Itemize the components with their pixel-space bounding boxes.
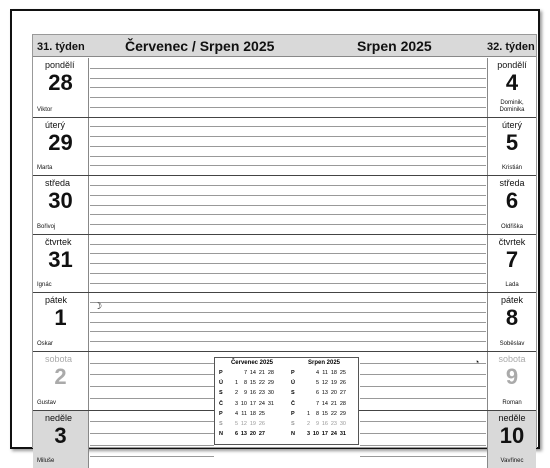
writing-line[interactable] bbox=[90, 205, 486, 206]
day-cell-left[interactable] bbox=[33, 58, 89, 117]
weekday-letter: S bbox=[219, 390, 223, 397]
mini-calendar-row bbox=[219, 429, 285, 439]
mini-calendar-date bbox=[229, 368, 238, 378]
mini-calendar-date: 11 bbox=[322, 370, 328, 376]
name-day: Dominik, Dominika bbox=[499, 99, 525, 113]
day-cell-left[interactable] bbox=[33, 352, 89, 410]
writing-line[interactable] bbox=[90, 165, 486, 166]
weekday-name: úterý bbox=[45, 119, 66, 130]
mini-calendar-date: 10 bbox=[240, 400, 247, 407]
mini-calendar-date: 5 bbox=[234, 420, 238, 427]
mini-calendar-date: 4 bbox=[234, 410, 238, 417]
mini-calendar-date: 26 bbox=[258, 420, 265, 427]
mini-calendar-date: 2 bbox=[306, 420, 310, 427]
weekday-letter: Ú bbox=[219, 380, 223, 387]
writing-line[interactable] bbox=[90, 107, 486, 108]
writing-line[interactable] bbox=[360, 421, 486, 422]
name-day: Kristián bbox=[501, 165, 522, 172]
mini-calendar-date: 15 bbox=[321, 410, 328, 417]
day-cell-left[interactable] bbox=[33, 235, 89, 293]
mini-calendar-date: 29 bbox=[267, 380, 274, 387]
day-number: 7 bbox=[505, 246, 519, 272]
mini-calendar-date: 23 bbox=[258, 390, 265, 397]
mini-calendar-date: 7 bbox=[243, 370, 247, 376]
name-day: Gustav bbox=[37, 399, 57, 406]
writing-line[interactable] bbox=[360, 456, 486, 457]
weekday-name: pátek bbox=[500, 295, 524, 306]
writing-line[interactable] bbox=[90, 273, 486, 274]
writing-line[interactable] bbox=[90, 87, 486, 88]
mini-calendar-date: 22 bbox=[330, 410, 337, 417]
mini-calendars bbox=[214, 357, 359, 445]
mini-calendar-row bbox=[291, 378, 357, 388]
mini-calendar-date: 29 bbox=[339, 410, 346, 417]
weekday-name: čtvrtek bbox=[45, 236, 72, 247]
mini-calendar-date: 31 bbox=[267, 400, 274, 407]
mini-calendar-date: 1 bbox=[234, 380, 238, 387]
mini-calendar-date bbox=[301, 368, 310, 378]
day-number: 4 bbox=[505, 70, 519, 95]
writing-line[interactable] bbox=[90, 433, 214, 434]
mini-calendar-date: 8 bbox=[315, 410, 319, 417]
mini-calendar-date: 30 bbox=[267, 390, 274, 397]
day-separator bbox=[33, 175, 536, 176]
weekday-name: neděle bbox=[498, 412, 526, 423]
writing-line[interactable] bbox=[90, 341, 486, 342]
name-day: Viktor bbox=[37, 106, 53, 113]
mini-calendar-date: 21 bbox=[330, 400, 337, 407]
writing-line[interactable] bbox=[90, 302, 486, 303]
mini-calendar-date: 9 bbox=[315, 420, 319, 427]
mini-calendar-date: 18 bbox=[330, 370, 337, 376]
name-day: Roman bbox=[502, 399, 522, 406]
day-cell-left[interactable] bbox=[33, 411, 89, 468]
day-cell-left[interactable] bbox=[33, 293, 89, 351]
mini-calendar-date bbox=[265, 429, 274, 439]
weekday-letter: Č bbox=[291, 400, 295, 407]
weekday-name: středa bbox=[45, 178, 71, 189]
writing-line[interactable] bbox=[90, 386, 214, 387]
writing-line[interactable] bbox=[360, 398, 486, 399]
day-number: 2 bbox=[54, 364, 67, 389]
day-number: 9 bbox=[505, 364, 519, 389]
writing-line[interactable] bbox=[90, 421, 214, 422]
mini-calendar-date: 13 bbox=[321, 390, 328, 397]
weekday-name: pondělí bbox=[45, 60, 75, 70]
mini-calendar-date: 17 bbox=[249, 400, 256, 407]
day-number: 30 bbox=[48, 188, 73, 214]
first-quarter-moon-icon: ☽ bbox=[94, 301, 103, 311]
mini-calendar-date: 17 bbox=[321, 431, 328, 438]
writing-line[interactable] bbox=[90, 97, 486, 98]
day-cell-right[interactable] bbox=[487, 411, 536, 468]
weekday-letter: S bbox=[291, 420, 295, 427]
day-number: 3 bbox=[54, 422, 67, 448]
writing-line[interactable] bbox=[90, 331, 486, 332]
mini-calendar-title: Červenec 2025 bbox=[230, 360, 274, 366]
mini-calendar-row bbox=[219, 368, 285, 378]
writing-line[interactable] bbox=[90, 244, 486, 245]
day-cell-right[interactable] bbox=[487, 293, 536, 351]
weekday-letter: S bbox=[219, 420, 223, 427]
mini-calendar-date: 20 bbox=[249, 431, 256, 438]
mini-calendar-date bbox=[301, 388, 310, 398]
mini-calendar-date: 16 bbox=[249, 390, 256, 397]
mini-calendar-date: 16 bbox=[321, 420, 328, 427]
mini-calendar-date bbox=[301, 399, 310, 409]
mini-calendar-date: 2 bbox=[234, 390, 238, 397]
weekday-name: sobota bbox=[45, 354, 73, 364]
mini-calendar-date: 6 bbox=[315, 390, 319, 397]
week-number-right: 32. týden bbox=[487, 41, 535, 53]
day-number: 31 bbox=[48, 246, 73, 272]
mini-calendar-row bbox=[291, 429, 357, 439]
name-day: Vavřinec bbox=[500, 458, 524, 465]
day-number: 29 bbox=[48, 129, 73, 155]
day-number: 28 bbox=[48, 70, 73, 95]
writing-line[interactable] bbox=[90, 146, 486, 147]
day-cell-right[interactable] bbox=[487, 352, 536, 410]
weekday-name: úterý bbox=[501, 119, 522, 130]
writing-line[interactable] bbox=[90, 398, 214, 399]
day-separator bbox=[33, 234, 536, 235]
mini-calendar-row bbox=[219, 399, 285, 409]
mini-calendar-date: 9 bbox=[243, 390, 247, 397]
weekday-name: pondělí bbox=[497, 60, 527, 70]
day-cell-right[interactable] bbox=[487, 176, 536, 234]
writing-line[interactable] bbox=[90, 195, 486, 196]
mini-calendar-date: 22 bbox=[258, 380, 265, 387]
mini-calendar-row bbox=[291, 419, 357, 429]
writing-line[interactable] bbox=[90, 253, 486, 254]
name-day: Lada bbox=[505, 282, 519, 289]
writing-line[interactable] bbox=[90, 136, 486, 137]
weekday-name: čtvrtek bbox=[498, 236, 526, 247]
day-number: 5 bbox=[505, 129, 519, 155]
writing-line[interactable] bbox=[360, 445, 486, 446]
day-cell-left[interactable] bbox=[33, 118, 89, 176]
mini-calendar-row bbox=[291, 399, 357, 409]
mini-calendar-date: 8 bbox=[243, 380, 247, 387]
mini-calendar-date: 7 bbox=[315, 400, 319, 407]
mini-calendar-date: 26 bbox=[339, 380, 346, 387]
name-day: Miluše bbox=[37, 458, 55, 465]
mini-calendar-row bbox=[291, 388, 357, 398]
mini-calendar-date bbox=[265, 409, 274, 419]
mini-calendar-title: Srpen 2025 bbox=[307, 360, 341, 366]
weekday-letter: P bbox=[291, 370, 295, 376]
mini-calendar-date: 5 bbox=[315, 380, 319, 387]
mini-calendar-date: 13 bbox=[240, 431, 247, 438]
weekday-letter: Ú bbox=[291, 380, 295, 387]
mini-calendar-date: 27 bbox=[339, 390, 346, 397]
day-cell-right[interactable] bbox=[487, 118, 536, 176]
mini-calendar-row bbox=[219, 388, 285, 398]
writing-line[interactable] bbox=[90, 263, 486, 264]
writing-line[interactable] bbox=[360, 433, 486, 434]
mini-calendar-date: 19 bbox=[330, 380, 337, 387]
mini-calendar-date: 12 bbox=[321, 380, 328, 387]
writing-line[interactable] bbox=[90, 214, 486, 215]
mini-calendar-date: 28 bbox=[267, 370, 274, 376]
mini-calendar-date: 15 bbox=[249, 380, 256, 387]
mini-calendar-date: 25 bbox=[258, 410, 265, 417]
mini-calendar-date: 23 bbox=[330, 420, 337, 427]
mini-calendar-date bbox=[301, 378, 310, 388]
day-number: 1 bbox=[54, 305, 67, 331]
writing-line[interactable] bbox=[360, 374, 486, 375]
mini-calendar-date: 20 bbox=[330, 390, 337, 397]
mini-calendar bbox=[219, 360, 285, 439]
mini-calendar-date: 30 bbox=[339, 420, 346, 427]
writing-line[interactable] bbox=[90, 126, 486, 127]
planner-page bbox=[10, 9, 540, 465]
mini-calendar-row bbox=[291, 409, 357, 419]
writing-line[interactable] bbox=[360, 363, 486, 364]
mini-calendar-date: 10 bbox=[312, 431, 319, 438]
mini-calendar-date: 14 bbox=[249, 370, 256, 376]
writing-line[interactable] bbox=[90, 283, 486, 284]
writing-line[interactable] bbox=[90, 322, 486, 323]
mini-calendar-date: 31 bbox=[339, 431, 346, 438]
mini-calendar-date: 18 bbox=[249, 410, 256, 417]
writing-line[interactable] bbox=[90, 456, 214, 457]
mini-calendar-date: 12 bbox=[240, 420, 247, 427]
mini-calendar-date: 27 bbox=[258, 431, 265, 438]
writing-line[interactable] bbox=[90, 185, 486, 186]
weekday-name: středa bbox=[499, 178, 525, 189]
weekday-letter: N bbox=[219, 431, 223, 438]
writing-line[interactable] bbox=[360, 386, 486, 387]
mini-calendar-date: 25 bbox=[339, 370, 346, 376]
day-number: 8 bbox=[505, 305, 519, 331]
mini-calendar-date: 6 bbox=[234, 431, 238, 438]
weekday-name: neděle bbox=[45, 412, 73, 423]
day-separator bbox=[33, 292, 536, 293]
name-day: Oskar bbox=[37, 340, 54, 347]
mini-calendar-row bbox=[219, 378, 285, 388]
mini-calendar-date: 4 bbox=[315, 370, 319, 376]
day-cell-right[interactable] bbox=[487, 58, 536, 117]
writing-line[interactable] bbox=[90, 363, 214, 364]
name-day: Ignác bbox=[37, 282, 52, 289]
day-number: 10 bbox=[499, 422, 525, 448]
day-cell-left[interactable] bbox=[33, 176, 89, 234]
mini-calendar-date: 14 bbox=[321, 400, 328, 407]
weekday-letter: N bbox=[291, 431, 295, 438]
mini-calendar-date: 24 bbox=[258, 400, 265, 407]
mini-calendar-date: 28 bbox=[339, 400, 346, 407]
mini-calendar-date: 3 bbox=[306, 431, 310, 438]
mini-calendar-date bbox=[265, 419, 274, 429]
mini-calendar-date: 19 bbox=[249, 420, 256, 427]
month-title-left: Červenec / Srpen 2025 bbox=[125, 38, 275, 54]
week-number-left: 31. týden bbox=[37, 41, 85, 53]
mini-calendar-row bbox=[219, 419, 285, 429]
mini-calendar-date: 1 bbox=[306, 410, 310, 417]
planner-grid bbox=[32, 34, 537, 465]
weekday-name: pátek bbox=[45, 295, 68, 306]
mini-calendar-row bbox=[219, 409, 285, 419]
mini-calendar bbox=[291, 360, 357, 439]
sun-icon: ◔ bbox=[474, 357, 480, 367]
weekday-letter: Č bbox=[219, 400, 223, 407]
mini-calendar-date: 21 bbox=[258, 370, 265, 376]
writing-line[interactable] bbox=[90, 445, 214, 446]
weekday-name: sobota bbox=[498, 354, 526, 364]
mini-calendar-date: 11 bbox=[241, 410, 247, 417]
weekday-letter: P bbox=[219, 410, 223, 417]
weekday-letter: S bbox=[291, 390, 295, 397]
week-header bbox=[33, 35, 536, 57]
month-title-right: Srpen 2025 bbox=[357, 38, 432, 54]
mini-calendar-date: 3 bbox=[234, 400, 238, 407]
day-separator bbox=[33, 351, 536, 352]
writing-line[interactable] bbox=[90, 224, 486, 225]
day-cell-right[interactable] bbox=[487, 235, 536, 293]
writing-line[interactable] bbox=[90, 68, 486, 69]
weekday-letter: P bbox=[219, 370, 223, 376]
weekday-letter: P bbox=[291, 410, 295, 417]
writing-line[interactable] bbox=[90, 78, 486, 79]
mini-calendar-row bbox=[291, 368, 357, 378]
name-day: Marta bbox=[37, 165, 53, 172]
name-day: Soběslav bbox=[499, 340, 525, 347]
day-separator bbox=[33, 117, 536, 118]
name-day: Oldřiška bbox=[500, 223, 523, 230]
day-number: 6 bbox=[505, 188, 519, 214]
name-day: Bořivoj bbox=[37, 223, 56, 230]
writing-line[interactable] bbox=[90, 156, 486, 157]
writing-line[interactable] bbox=[90, 312, 486, 313]
mini-calendar-date: 24 bbox=[330, 431, 337, 438]
writing-line[interactable] bbox=[90, 374, 214, 375]
